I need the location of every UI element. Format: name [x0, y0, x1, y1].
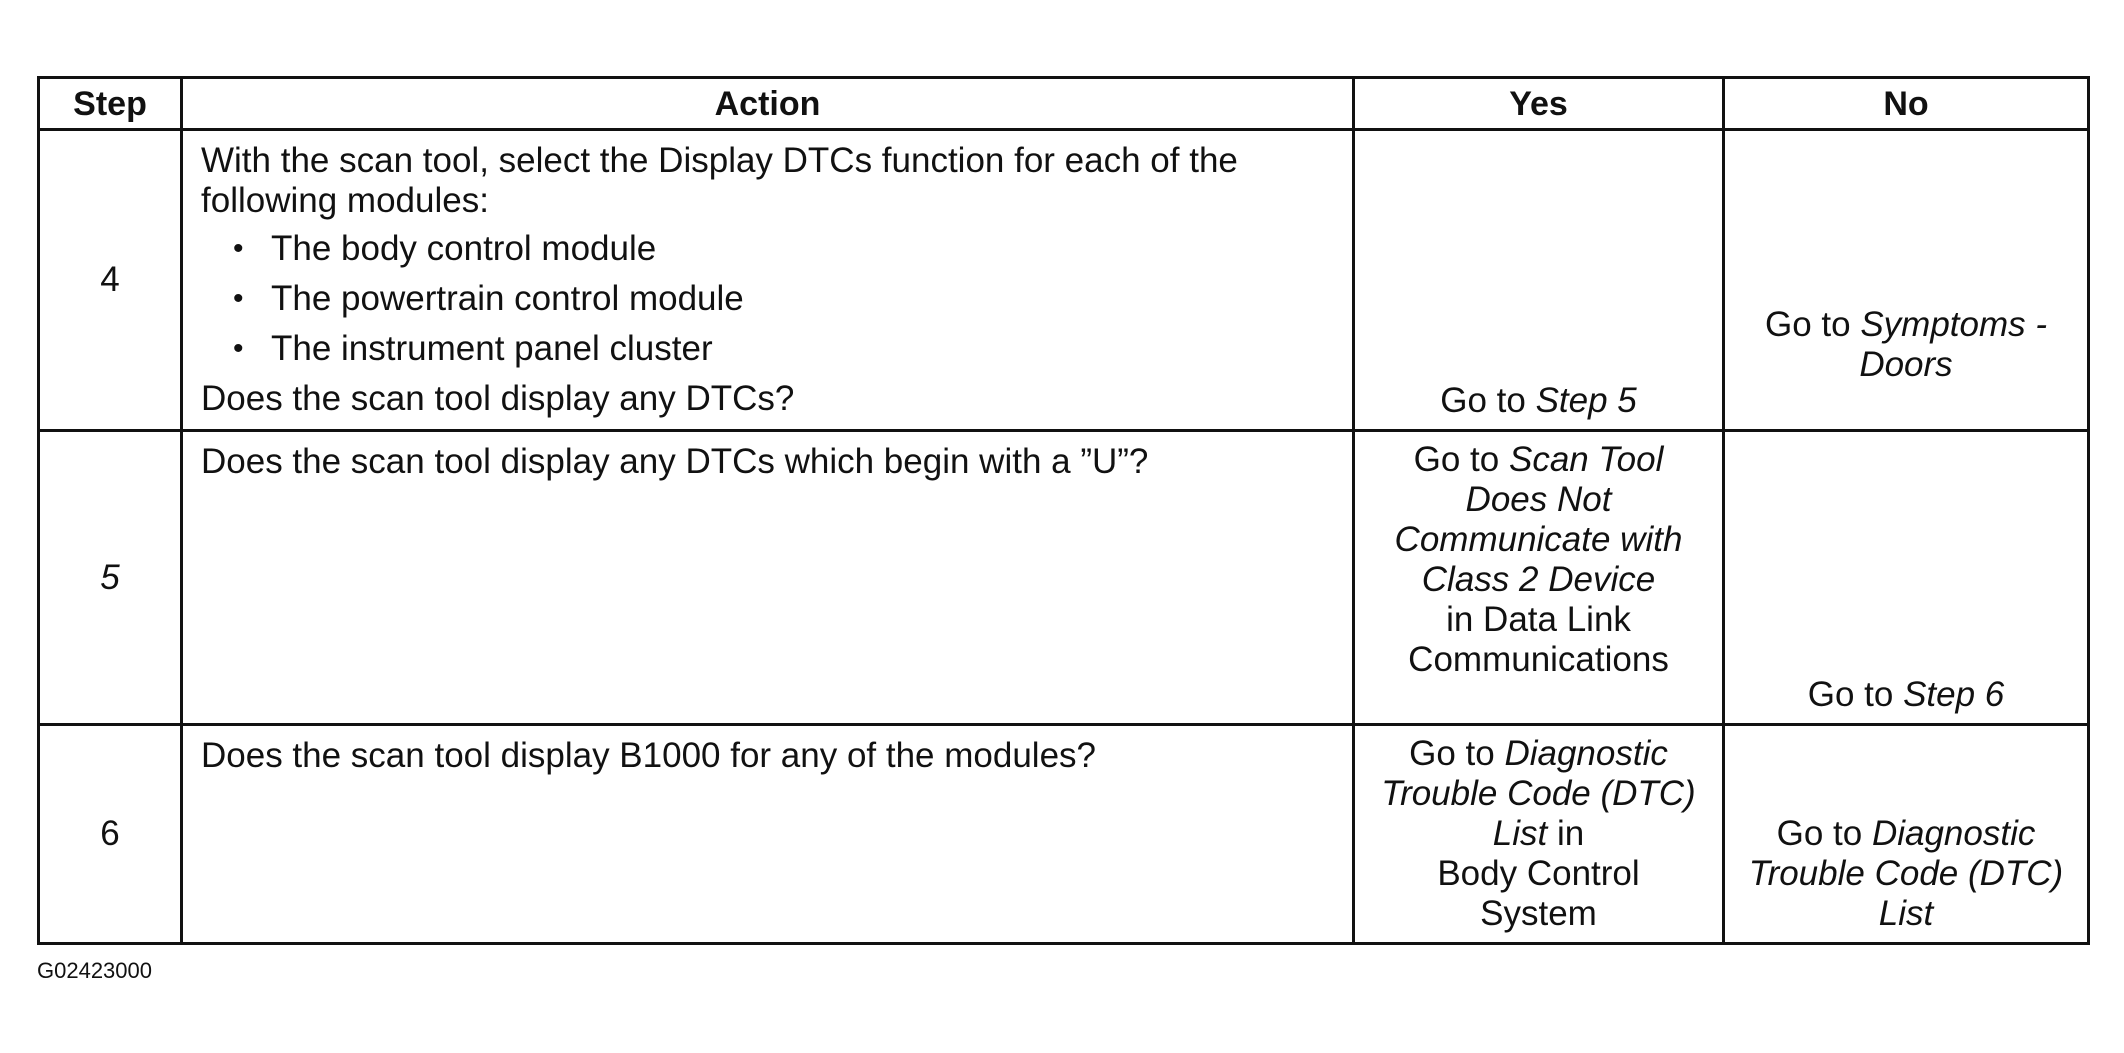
yes-link[interactable]: Communicate with [1394, 520, 1683, 559]
action-cell [182, 725, 1354, 944]
yes-link-tail: in [1556, 814, 1585, 853]
yes-link[interactable]: Scan Tool [1508, 440, 1664, 479]
step-number: 4 [39, 130, 182, 431]
action-cell [182, 130, 1354, 431]
action-question: Does the scan tool display any DTCs? [201, 379, 795, 418]
yes-link[interactable]: Class 2 Device [1421, 560, 1656, 599]
table-header-row [39, 78, 2089, 130]
yes-link[interactable]: Does Not [1465, 480, 1612, 519]
step-number: 5 [39, 431, 182, 725]
list-item: • The powertrain control module [233, 279, 744, 318]
list-item: • The body control module [233, 229, 657, 268]
no-cell [1724, 431, 2089, 725]
no-link[interactable]: Trouble Code (DTC) [1748, 854, 2064, 893]
action-question: Does the scan tool display B1000 for any of the modules? [201, 736, 1096, 775]
header-no: No [1724, 78, 2089, 130]
yes-suffix: in Data Link [1446, 600, 1631, 639]
figure-id: G02423000 [37, 958, 152, 983]
no-link[interactable]: Symptoms - Doors [1859, 305, 2048, 384]
action-intro: With the scan tool, select the Display DTCs function for each of the following modules: [201, 141, 1238, 220]
bullet-icon: • [233, 232, 244, 265]
list-item: • The instrument panel cluster [233, 329, 713, 368]
module-list [201, 229, 1334, 369]
no-prefix: Go to [1764, 305, 1851, 344]
step-number: 6 [39, 725, 182, 944]
yes-link[interactable]: Step 5 [1535, 381, 1637, 420]
action-cell [182, 431, 1354, 725]
yes-prefix: Go to [1409, 734, 1495, 773]
no-prefix: Go to [1807, 675, 1894, 714]
no-cell [1724, 725, 2089, 944]
no-cell [1724, 130, 2089, 431]
no-link[interactable]: Diagnostic [1871, 814, 2036, 853]
action-question: Does the scan tool display any DTCs which begin with a ”U”? [201, 442, 1149, 481]
table-row [39, 130, 2089, 431]
yes-cell [1354, 130, 1724, 431]
yes-link[interactable]: Diagnostic [1504, 734, 1668, 773]
table-row [39, 431, 2089, 725]
diagnostic-table-container [37, 76, 2087, 933]
table-row [39, 725, 2089, 944]
yes-cell [1354, 725, 1724, 944]
yes-suffix: System [1480, 894, 1597, 933]
yes-suffix: Body Control [1437, 854, 1640, 893]
yes-suffix: Communications [1408, 640, 1669, 679]
no-prefix: Go to [1776, 814, 1863, 853]
header-yes: Yes [1354, 78, 1724, 130]
yes-link[interactable]: List [1492, 814, 1548, 853]
header-action: Action [182, 78, 1354, 130]
bullet-icon: • [233, 332, 244, 365]
bullet-icon: • [233, 282, 244, 315]
yes-prefix: Go to [1413, 440, 1500, 479]
diagnostic-table [37, 76, 2090, 945]
yes-cell [1354, 431, 1724, 725]
yes-prefix: Go to [1440, 381, 1526, 420]
yes-link[interactable]: Trouble Code (DTC) [1381, 774, 1696, 813]
header-step: Step [39, 78, 182, 130]
no-link[interactable]: Step 6 [1903, 675, 2005, 714]
no-link[interactable]: List [1878, 894, 1934, 933]
